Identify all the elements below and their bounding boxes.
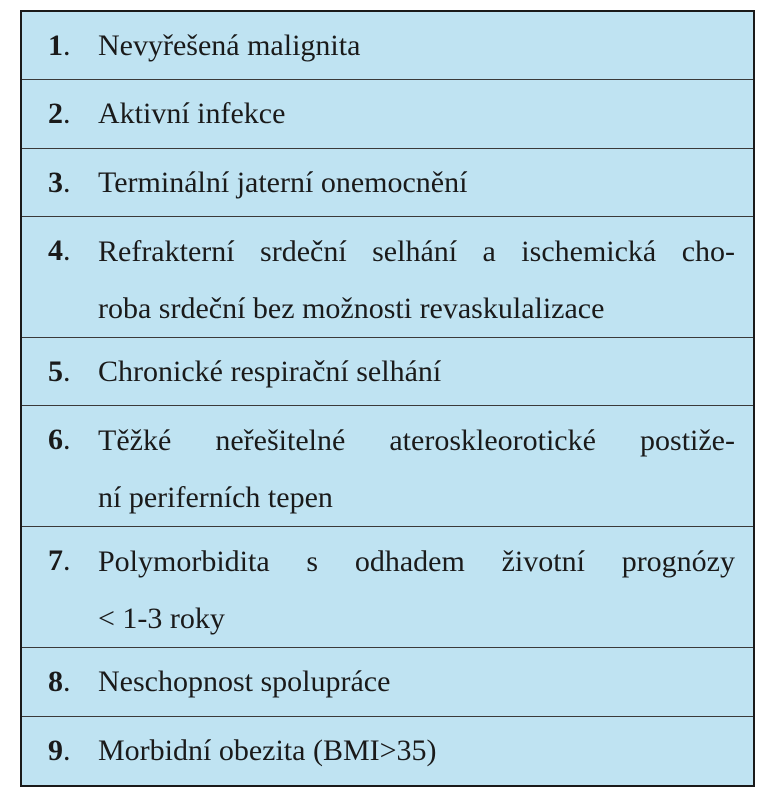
table-row: [22, 717, 753, 785]
item-number: 1.: [48, 29, 71, 62]
table-row: [22, 149, 753, 217]
item-text: Morbidní obezita (BMI>35): [98, 733, 437, 767]
item-text: Polymorbidita s odhadem životní prognózy < 1-3 roky: [98, 545, 735, 636]
item-text: Nevyřešená malignita: [98, 29, 361, 62]
item-text: Neschopnost spolupráce: [98, 665, 391, 699]
table-row: [22, 648, 753, 716]
item-text: Terminální jaterní onemocnění: [98, 165, 468, 199]
item-text: Chronické respirační selhání: [98, 355, 442, 389]
table-row: [22, 12, 753, 80]
item-text: Těžké neřešitelné ateroskleorotické postiže- ní periferních tepen: [98, 424, 735, 515]
table-row: [22, 527, 753, 648]
item-number: 8.: [48, 665, 71, 699]
item-number: 7.: [48, 544, 71, 578]
item-number: 3.: [48, 165, 71, 199]
item-text: Refrakterní srdeční selhání a ischemická cho- roba srdeční bez možnosti revaskulalizace: [98, 235, 735, 326]
table-row: [22, 80, 753, 148]
item-number: 9.: [48, 733, 71, 767]
item-number: 5.: [48, 355, 71, 389]
item-number: 6.: [48, 423, 71, 457]
item-text: Aktivní infekce: [98, 97, 286, 131]
contraindications-table: [20, 10, 755, 787]
item-number: 2.: [48, 97, 71, 131]
item-number: 4.: [48, 234, 71, 268]
table-row: [22, 338, 753, 406]
table-row: [22, 217, 753, 338]
table-row: [22, 406, 753, 527]
